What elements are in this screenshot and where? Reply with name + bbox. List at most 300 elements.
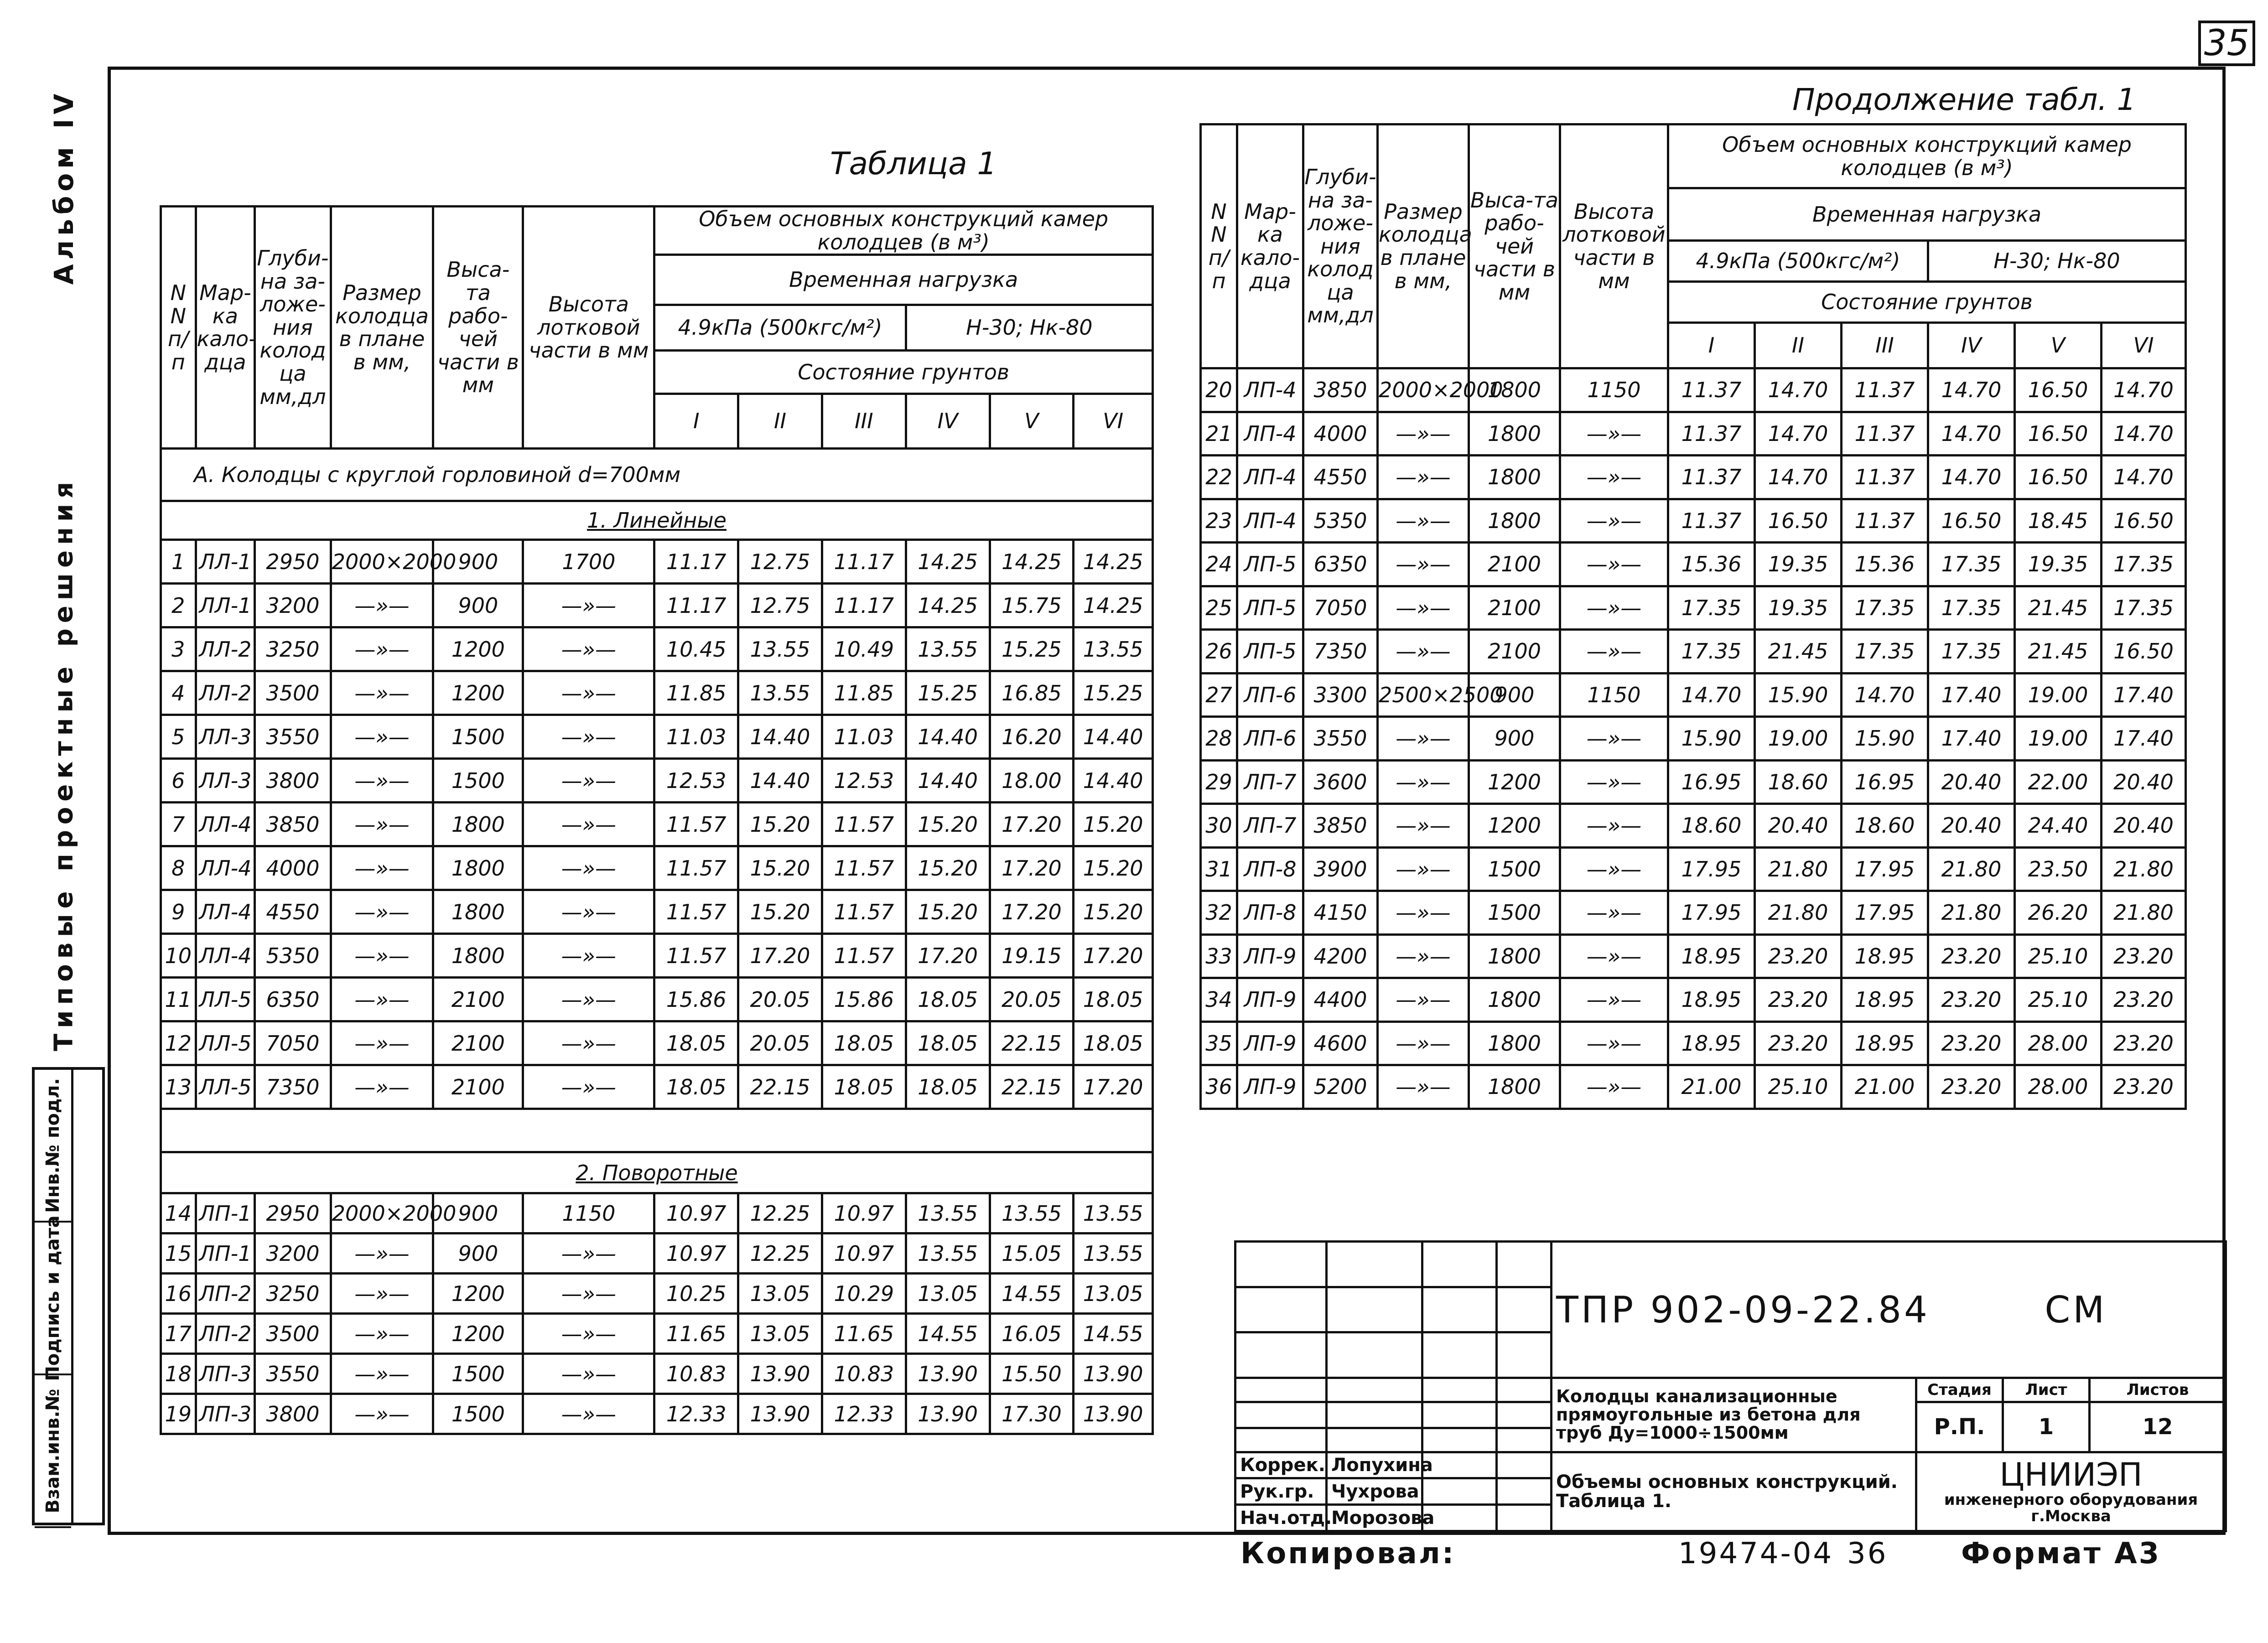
table-row [1201,1021,2186,1065]
table-cell: 15.25 [1074,671,1153,715]
table-cell: 15.05 [990,1234,1074,1274]
table-cell: —»— [1378,717,1469,761]
table1-continued [1199,123,2187,1110]
table-cell: 20.05 [738,978,822,1021]
table-cell: 3200 [255,1234,331,1274]
table-cell: 17.20 [990,846,1074,890]
table-row [1201,499,2186,543]
copied-label: Копировал: [1240,1537,1456,1570]
table-cell: —»— [1378,456,1469,499]
table-cell: 3800 [255,1394,331,1434]
table-cell: IV [1928,323,2015,368]
table-cell: 15.25 [906,671,990,715]
table-cell: 14.40 [906,715,990,759]
table-cell: 11.37 [1668,368,1755,412]
table-cell: —»— [1560,630,1668,674]
table-cell: ЛП-9 [1237,1065,1303,1109]
table-cell: 18.05 [1074,1021,1153,1065]
table-cell: —»— [1560,499,1668,543]
table-cell: —»— [1560,456,1668,499]
table-row [161,1065,1153,1109]
table-cell: —»— [523,934,654,978]
table-cell: 16.50 [2015,368,2102,412]
table-cell: —»— [1560,891,1668,935]
table-cell: 11.57 [822,934,906,978]
table-cell: 10.45 [654,627,738,671]
table-cell: 18.60 [1668,804,1755,848]
table-cell: 16.20 [990,715,1074,759]
table-cell: 10.49 [822,627,906,671]
table-cell: 3 [161,627,196,671]
table-cell: 18.05 [822,1021,906,1065]
table-row [161,1021,1153,1065]
table-cell: 1500 [433,1354,523,1394]
table-cell: ЛП-5 [1237,586,1303,630]
stamp-cell: Взам.инв.№ [35,1375,71,1528]
table-cell: 14.40 [738,759,822,803]
table-row [1201,630,2186,674]
table-cell: 22.00 [2015,760,2102,804]
table-cell: 1500 [433,1394,523,1434]
table-cell: —»— [1560,717,1668,761]
table-cell: 16.50 [2015,456,2102,499]
table-cell: —»— [331,627,433,671]
table-row [161,1314,1153,1354]
table-cell: 11.17 [822,584,906,627]
doc-name: Колодцы канализационные прямоугольные из бетона для труб Ду=1000÷1500мм [1552,1378,1916,1452]
table-cell: ЛП-4 [1237,412,1303,456]
table-cell: —»— [331,671,433,715]
table-cell: 13 [161,1065,196,1109]
table-cell: ЛП-1 [196,1234,255,1274]
table-cell: —»— [523,846,654,890]
section-a: А. Колодцы с круглой горловиной d=700мм [161,449,1153,501]
table-cell: 18.05 [906,1065,990,1109]
table-cell: —»— [1378,891,1469,935]
table-cell [1327,1378,1422,1402]
table-cell: 2100 [433,1021,523,1065]
table-cell: 2 [161,584,196,627]
header-tray: Высота лотковой части в мм [523,207,654,449]
table-cell: —»— [523,671,654,715]
table-cell: 1800 [433,934,523,978]
table-cell: 900 [433,1193,523,1234]
table-cell: 900 [433,1234,523,1274]
table-cell: ЛП-6 [1237,673,1303,717]
table-cell: —»— [1378,1065,1469,1109]
table-cell: 15.20 [906,890,990,934]
table-cell: —»— [331,1354,433,1394]
table-cell: ЛП-4 [1237,368,1303,412]
table-cell: 16 [161,1274,196,1314]
table-row [1201,543,2186,586]
table-cell: 12.53 [654,759,738,803]
table-cell: 2950 [255,540,331,584]
table-cell: —»— [523,1314,654,1354]
table-cell: 21.00 [1842,1065,1928,1109]
table-row [161,1193,1153,1234]
table-cell: 2950 [255,1193,331,1234]
header-size: Размер колодца в плане в мм, [331,207,433,449]
table-cell: 17.95 [1842,847,1928,891]
table-cell: Чухрова [1327,1478,1422,1505]
table-row [1201,717,2186,761]
table-cell: 11.17 [822,540,906,584]
table-cell: 11.57 [822,890,906,934]
stage: Р.П. [1916,1402,2003,1452]
table-cell: 18.95 [1842,934,1928,978]
table-cell: 17.35 [1668,630,1755,674]
table-cell: 1200 [433,1274,523,1314]
table-cell: 14.40 [738,715,822,759]
table-cell: Лист [2003,1378,2090,1402]
table-cell: 15.20 [906,846,990,890]
table-row [161,715,1153,759]
table-cell: —»— [1560,543,1668,586]
table-cell: 4200 [1303,934,1378,978]
table-cell: 13.90 [906,1354,990,1394]
table-cell: Выса-та рабо-чей части в мм [1469,124,1560,368]
table-cell: —»— [1378,934,1469,978]
table-cell: 21.80 [1928,891,2015,935]
table-cell: ЛЛ-4 [196,890,255,934]
table-cell: 10.97 [822,1234,906,1274]
table-cell: 13.55 [738,627,822,671]
header-num: N N п/п [161,207,196,449]
table-cell: 20.40 [1928,760,2015,804]
table-cell: 1150 [523,1193,654,1234]
table-cell: —»— [331,584,433,627]
table-cell: —»— [1378,630,1469,674]
table-cell: 20.40 [2102,760,2186,804]
table-cell: 11.57 [822,803,906,846]
table-cell: 21.45 [2015,586,2102,630]
table-cell: 22.15 [990,1021,1074,1065]
table-cell: 1800 [1469,978,1560,1022]
table-cell: 22.15 [990,1065,1074,1109]
table-cell: ЛЛ-5 [196,978,255,1021]
table-cell: —»— [331,1234,433,1274]
table-cell: ЛЛ-3 [196,715,255,759]
table-cell: 13.55 [1074,1193,1153,1234]
table-cell: 1500 [1469,847,1560,891]
table-cell: 11.57 [654,934,738,978]
table-cell: 18.05 [906,978,990,1021]
table-cell: N N п/п [1201,124,1237,368]
table-cell: 3550 [255,715,331,759]
table1-cont-title: Продолжение табл. 1 [1792,82,2136,117]
table-cell: V [2015,323,2102,368]
table-cell: 13.55 [1074,627,1153,671]
table-cell: 6350 [255,978,331,1021]
table-cell: 16.50 [2015,412,2102,456]
table-cell: 26.20 [2015,891,2102,935]
table-row [161,1354,1153,1394]
table-cell: 23.20 [1928,1065,2015,1109]
table-cell: 21.00 [1668,1065,1755,1109]
table-cell: 15.90 [1668,717,1755,761]
table-cell: 14.70 [2102,456,2186,499]
table-cell: ЛЛ-4 [196,934,255,978]
table-cell: 31 [1201,847,1237,891]
table-cell: 900 [433,540,523,584]
table-cell: 12.25 [738,1234,822,1274]
table-cell: —»— [331,846,433,890]
table-cell: 15.20 [738,846,822,890]
table-cell: 1200 [433,1314,523,1354]
table-cell: 12.33 [822,1394,906,1434]
table-cell: Н-30; Нк-80 [1928,241,2186,282]
table-cell: 25.10 [1755,1065,1842,1109]
table-row [1201,891,2186,935]
table-cell: 23.20 [1928,1021,2015,1065]
table-cell: 16.50 [1755,499,1842,543]
table-cell: 10.97 [822,1193,906,1234]
table-cell: 10.25 [654,1274,738,1314]
table-row [161,978,1153,1021]
page-number: 35 [2198,21,2255,66]
subsection-linear: 1. Линейные [161,501,1153,540]
table-cell: 17.35 [2102,586,2186,630]
table-cell: 10.83 [654,1354,738,1394]
table-cell: 11.57 [654,890,738,934]
table-cell: 12.33 [654,1394,738,1434]
table-cell: ЛЛ-5 [196,1065,255,1109]
table-cell: 15.90 [1755,673,1842,717]
table-cell: 4000 [255,846,331,890]
table-cell: 17 [161,1314,196,1354]
table-cell: 1150 [1560,673,1668,717]
table-cell: 900 [1469,717,1560,761]
table-cell: 15.50 [990,1354,1074,1394]
table-cell [1497,1332,1552,1378]
table-cell: —»— [331,934,433,978]
table-cell: 23.20 [1928,978,2015,1022]
table-cell: 13.90 [1074,1354,1153,1394]
table-cell: Нач.отд. [1235,1505,1327,1531]
table-cell: 14.40 [1074,759,1153,803]
soil-col: VI [1074,394,1153,449]
table-cell: 1500 [433,715,523,759]
table-cell: 1200 [1469,760,1560,804]
table-cell [1327,1242,1422,1287]
table-cell: 17.20 [1074,1065,1153,1109]
table-cell: ЛП-2 [196,1314,255,1354]
table-cell: 18 [161,1354,196,1394]
table-cell: ЛП-7 [1237,804,1303,848]
table1 [160,205,1154,1435]
table-cell: 18.05 [1074,978,1153,1021]
table-cell [1235,1242,1327,1287]
table-cell: 11.37 [1842,456,1928,499]
table-cell: 16.50 [2102,499,2186,543]
table-cell: 7350 [1303,630,1378,674]
table-cell: 15.86 [654,978,738,1021]
table-cell: 17.40 [1928,717,2015,761]
table-cell: 21.80 [2102,847,2186,891]
table-cell: 23.20 [2102,1021,2186,1065]
album-label: Альбом IV [48,89,79,285]
table-cell: 14.70 [1755,456,1842,499]
table-cell [1497,1242,1552,1287]
table-cell: 2100 [433,978,523,1021]
archive-number: 19474-04 [1678,1537,1834,1570]
table-cell: 19.35 [1755,543,1842,586]
table-cell: 19.00 [2015,673,2102,717]
table-cell: —»— [523,627,654,671]
doc-subject: Объемы основных конструкций. Таблица 1. [1552,1452,1916,1531]
table-cell: —»— [1378,499,1469,543]
table-cell: —»— [1378,847,1469,891]
soil-col: V [990,394,1074,449]
sheet: 1 [2003,1402,2090,1452]
table-cell: ЛП-5 [1237,543,1303,586]
table-cell: 7050 [1303,586,1378,630]
table-cell: Временная нагрузка [1668,188,2186,241]
table-cell: 15.86 [822,978,906,1021]
table-cell: 3250 [255,1274,331,1314]
table-cell: 21.80 [2102,891,2186,935]
table-cell: Стадия [1916,1378,2003,1402]
table-cell: 17.35 [1842,630,1928,674]
table-cell: 17.20 [1074,934,1153,978]
table-cell: 23.20 [1928,934,2015,978]
table-cell: 3550 [255,1354,331,1394]
table-cell: Коррек. [1235,1452,1327,1478]
table-cell [1497,1505,1552,1531]
table-cell: 1800 [1469,368,1560,412]
table-cell: 1800 [433,803,523,846]
table-cell: 23.20 [2102,934,2186,978]
table-row [1201,673,2186,717]
table-cell: 15.36 [1842,543,1928,586]
table-cell: 14.70 [1755,412,1842,456]
table-cell: ЛЛ-4 [196,846,255,890]
table-cell: 15.75 [990,584,1074,627]
table-cell: 11.65 [822,1314,906,1354]
table-cell: 5 [161,715,196,759]
soil-col: IV [906,394,990,449]
table-cell: 20.05 [738,1021,822,1065]
table-cell: 12.75 [738,540,822,584]
table-cell: ЛП-3 [196,1394,255,1434]
table-row [161,759,1153,803]
table-cell: —»— [331,803,433,846]
table-cell: 1200 [433,627,523,671]
table-cell: 1 [161,540,196,584]
table-cell: 1800 [433,846,523,890]
table-cell: 17.20 [990,803,1074,846]
table-cell: 3200 [255,584,331,627]
table-cell: 18.95 [1668,978,1755,1022]
table-cell: 18.95 [1842,1021,1928,1065]
table-cell: 15.36 [1668,543,1755,586]
table-row [161,627,1153,671]
table-cell: 3550 [1303,717,1378,761]
table-row [1201,934,2186,978]
table-cell: 16.05 [990,1314,1074,1354]
table-cell: 11.57 [654,846,738,890]
table-cell: 35 [1201,1021,1237,1065]
table-cell [1497,1428,1552,1452]
table-cell: —»— [523,1065,654,1109]
table-cell [1422,1478,1497,1505]
table-row [161,846,1153,890]
table-cell: 21.80 [1755,891,1842,935]
table-cell: —»— [1378,804,1469,848]
table-cell: 13.55 [990,1193,1074,1234]
table-cell [1422,1287,1497,1332]
table-cell: 15.90 [1842,717,1928,761]
table-cell [1497,1478,1552,1505]
table-cell: 24 [1201,543,1237,586]
table-cell: —»— [523,1354,654,1394]
table-cell: 13.90 [738,1394,822,1434]
table-cell: 10.97 [654,1234,738,1274]
stamp-cell: Подпись и дата [35,1223,71,1375]
table-cell: Морозова [1327,1505,1422,1531]
table-cell: 3500 [255,1314,331,1354]
table-row [161,540,1153,584]
table-cell: Размер колодца в плане в мм, [1378,124,1469,368]
table-cell: 19.35 [1755,586,1842,630]
table-cell: 7050 [255,1021,331,1065]
table-cell: 15.20 [738,803,822,846]
table-cell: 2100 [1469,543,1560,586]
table-row [1201,586,2186,630]
table-cell: —»— [1378,760,1469,804]
table-cell: 17.20 [990,890,1074,934]
table-cell: 12.53 [822,759,906,803]
table-cell: 11.03 [822,715,906,759]
table-row [1201,804,2186,848]
table-cell: 11.57 [822,846,906,890]
table-cell [1235,1287,1327,1332]
title-block [1234,1240,2225,1532]
table-cell: 19.15 [990,934,1074,978]
table-cell: 17.35 [2102,543,2186,586]
table-cell: 16.95 [1668,760,1755,804]
table-cell: 9 [161,890,196,934]
soil-col: II [738,394,822,449]
table-cell: 23.20 [1755,934,1842,978]
table-cell: 20 [1201,368,1237,412]
table-cell: 1800 [1469,1021,1560,1065]
table-cell: 17.20 [738,934,822,978]
table-cell: ЛЛ-1 [196,584,255,627]
table-cell: 10.97 [654,1193,738,1234]
table-cell: 14.55 [990,1274,1074,1314]
table-cell: —»— [1560,412,1668,456]
table-cell: 3500 [255,671,331,715]
table-cell: 17.95 [1842,891,1928,935]
table-cell: 11.37 [1668,499,1755,543]
org-sub: инженерного оборудования г.Москва [1944,1490,2198,1525]
table-cell: 11.17 [654,584,738,627]
table-cell: 10.29 [822,1274,906,1314]
header-load: Временная нагрузка [654,255,1153,305]
table-cell: 25.10 [2015,934,2102,978]
table-cell: 14.55 [1074,1314,1153,1354]
table-cell: —»— [1560,1065,1668,1109]
sheets: 12 [2090,1402,2226,1452]
table-cell: ЛЛ-4 [196,803,255,846]
table-cell: 15.20 [738,890,822,934]
table-cell: 14.40 [906,759,990,803]
table-row [1201,760,2186,804]
table-cell: 28 [1201,717,1237,761]
table-cell: 17.95 [1668,847,1755,891]
